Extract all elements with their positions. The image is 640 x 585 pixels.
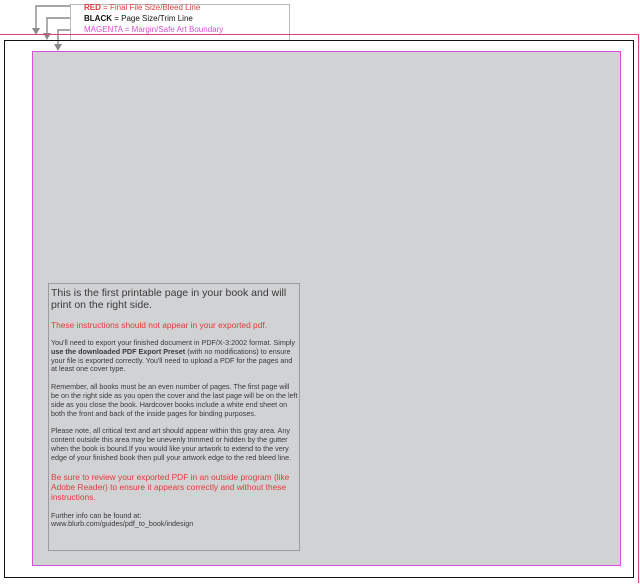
- export-text-pre: You'll need to export your finished document in PDF/X-3:2002 format. Simply: [51, 338, 296, 347]
- instructions-warning: These instructions should not appear in your exported pdf.: [51, 320, 268, 330]
- legend-black-text: = Page Size/Trim Line: [112, 14, 193, 23]
- legend-black: [84, 14, 193, 23]
- export-text-bold: use the downloaded PDF Export Preset: [51, 346, 186, 356]
- instructions-heading: This is the first printable page in your book and will print on the right side.: [51, 287, 287, 311]
- legend-magenta-key: MAGENTA: [84, 25, 123, 34]
- instructions-frame: [48, 283, 300, 551]
- further-info-label: Further info can be found at:: [51, 510, 142, 520]
- legend-black-key: BLACK: [84, 14, 112, 23]
- legend-magenta: [84, 25, 223, 34]
- legend-magenta-text: = Margin/Safe Art Boundary: [122, 25, 224, 34]
- export-text-post: (with no modifications) to ensure your file is exported correctly. You'll need to upload a PDF for the pages and at least one cover type.: [51, 346, 293, 374]
- export-paragraph: [51, 339, 299, 374]
- review-paragraph: Be sure to review your exported PDF in an outside program (like Adobe Reader) to ensure it appears correctly and without these instructions.: [51, 471, 290, 502]
- critical-area-paragraph: Please note, all critical text and art should appear within this gray area. Any content outside this area may be unevenly trimmed or hidden by the gutter when the book is bound.If you would like your artwork to extend to the very edge of your finished book then pull your artwork edge to the red bleed line.: [51, 426, 292, 462]
- legend-red: [84, 3, 200, 12]
- even-pages-paragraph: Remember, all books must be an even number of pages. The first page will be on the right side as you open the cover and the last page will be on the left side as you close the book. Hardcover books include a white end sheet on both the front and back of the inside pages for binding purposes.: [51, 382, 298, 418]
- further-info-url: www.blurb.com/guides/pdf_to_book/indesign: [51, 519, 194, 529]
- legend-red-key: RED: [84, 3, 101, 12]
- legend-red-text: = Final File Size/Bleed Line: [100, 3, 201, 12]
